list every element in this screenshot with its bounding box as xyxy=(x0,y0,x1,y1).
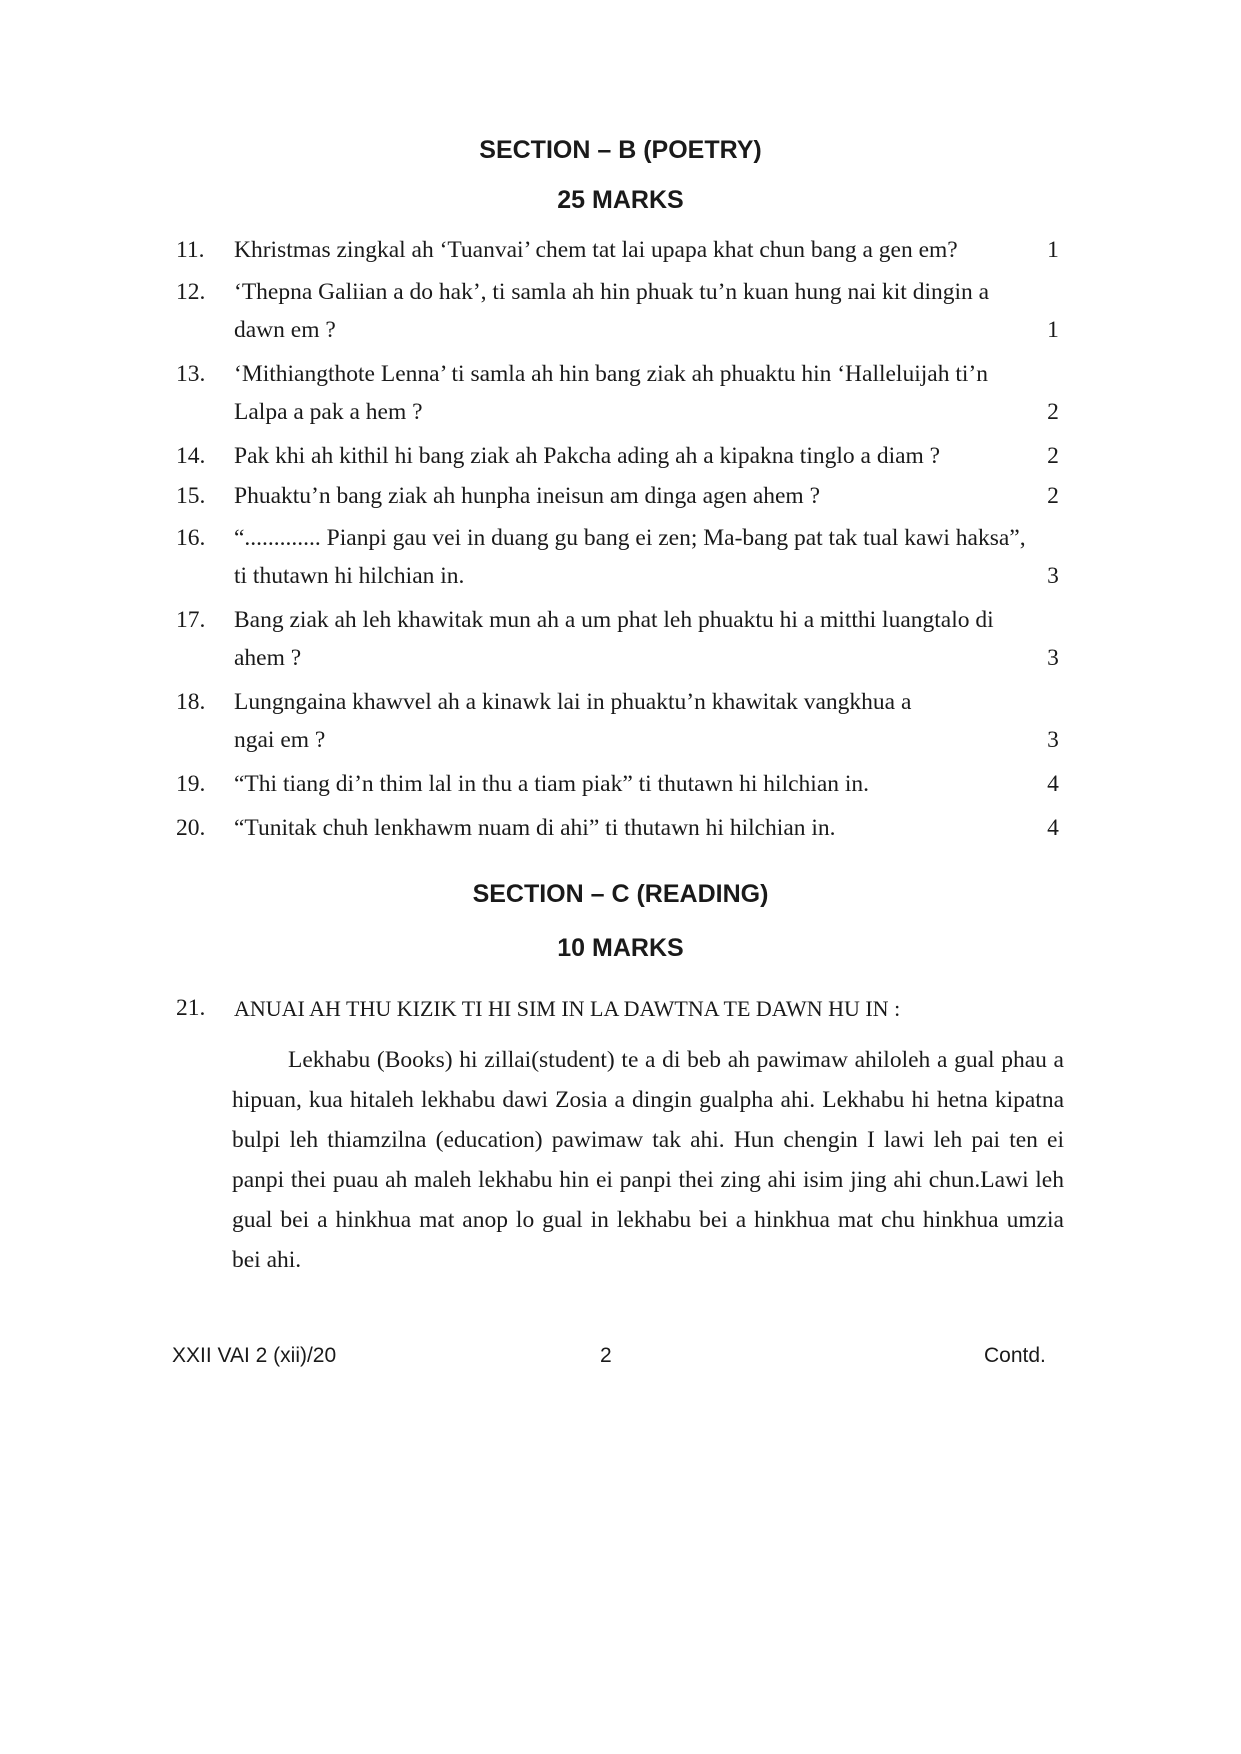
question-number: 12. xyxy=(176,279,206,305)
question-mark: 2 xyxy=(1047,399,1059,425)
question-text: ngai em ? xyxy=(234,727,326,753)
question-mark: 1 xyxy=(1047,317,1059,343)
question-number: 14. xyxy=(176,443,206,469)
section-b-marks: 25 MARKS xyxy=(557,186,684,214)
question-number: 15. xyxy=(176,483,206,509)
question-mark: 3 xyxy=(1047,727,1059,753)
question-mark: 2 xyxy=(1047,483,1059,509)
question-number: 20. xyxy=(176,815,206,841)
question-text: ANUAI AH THU KIZIK TI HI SIM IN LA DAWTNA TE DAWN HU IN : xyxy=(234,996,901,1021)
question-number: 18. xyxy=(176,689,206,715)
question-text: Lungngaina khawvel ah a kinawk lai in phuaktu’n khawitak vangkhua a xyxy=(234,689,912,715)
question-text: dawn em ? xyxy=(234,317,336,343)
question-number: 17. xyxy=(176,607,206,633)
question-mark: 3 xyxy=(1047,645,1059,671)
question-number: 21. xyxy=(176,995,206,1021)
question-text: Phuaktu’n bang ziak ah hunpha ineisun am dinga agen ahem ? xyxy=(234,483,821,509)
section-c-marks: 10 MARKS xyxy=(557,934,684,962)
question-number: 13. xyxy=(176,361,206,387)
footer-code: XXII VAI 2 (xii)/20 xyxy=(172,1344,337,1367)
question-text: “Tunitak chuh lenkhawm nuam di ahi” ti thutawn hi hilchian in. xyxy=(234,815,836,841)
question-text: “Thi tiang di’n thim lal in thu a tiam piak” ti thutawn hi hilchian in. xyxy=(234,771,870,797)
question-number: 11. xyxy=(176,237,205,263)
footer-contd: Contd. xyxy=(984,1344,1046,1367)
question-mark: 4 xyxy=(1047,815,1059,841)
question-text: “............. Pianpi gau vei in duang gu bang ei zen; Ma-bang pat tak tual kawi haksa”, xyxy=(234,525,1026,551)
reading-passage: Lekhabu (Books) hi zillai(student) te a di beb ah pawimaw ahiloleh a gual phau a hipuan, kua hitaleh lekhabu dawi Zosia a dingin gualpha ahi. Lekhabu hi hetna kipatna bulpi leh thiamzilna (education) pawimaw tak ahi. Hun chengin I lawi leh pai ten ei panpi thei puau ah maleh lekhabu hin ei panpi thei zing ahi isim jing ahi chun.Lawi leh gual bei a hinkhua mat anop lo gual in lekhabu bei a hinkhua mat chu hinkhua umzia bei ahi. xyxy=(232,1047,1064,1273)
question-mark: 2 xyxy=(1047,443,1059,469)
question-text: Lalpa a pak a hem ? xyxy=(234,399,423,425)
question-text: ahem ? xyxy=(234,645,302,671)
question-mark: 1 xyxy=(1047,237,1059,263)
question-text: Bang ziak ah leh khawitak mun ah a um phat leh phuaktu hi a mitthi luangtalo di xyxy=(234,607,994,633)
question-text: Pak khi ah kithil hi bang ziak ah Pakcha ading ah a kipakna tinglo a diam ? xyxy=(234,443,941,469)
question-text: ti thutawn hi hilchian in. xyxy=(234,563,465,589)
page-number: 2 xyxy=(600,1344,612,1367)
question-mark: 3 xyxy=(1047,563,1059,589)
question-text: ‘Mithiangthote Lenna’ ti samla ah hin bang ziak ah phuaktu hin ‘Halleluijah ti’n xyxy=(234,361,988,387)
question-number: 16. xyxy=(176,525,206,551)
section-b-title: SECTION – B (POETRY) xyxy=(479,136,762,164)
section-c-title: SECTION – C (READING) xyxy=(472,880,769,908)
question-text: Khristmas zingkal ah ‘Tuanvai’ chem tat lai upapa khat chun bang a gen em? xyxy=(234,237,958,263)
question-number: 19. xyxy=(176,771,206,797)
question-text: ‘Thepna Galiian a do hak’, ti samla ah hin phuak tu’n kuan hung nai kit dingin a xyxy=(234,279,990,305)
question-mark: 4 xyxy=(1047,771,1059,797)
